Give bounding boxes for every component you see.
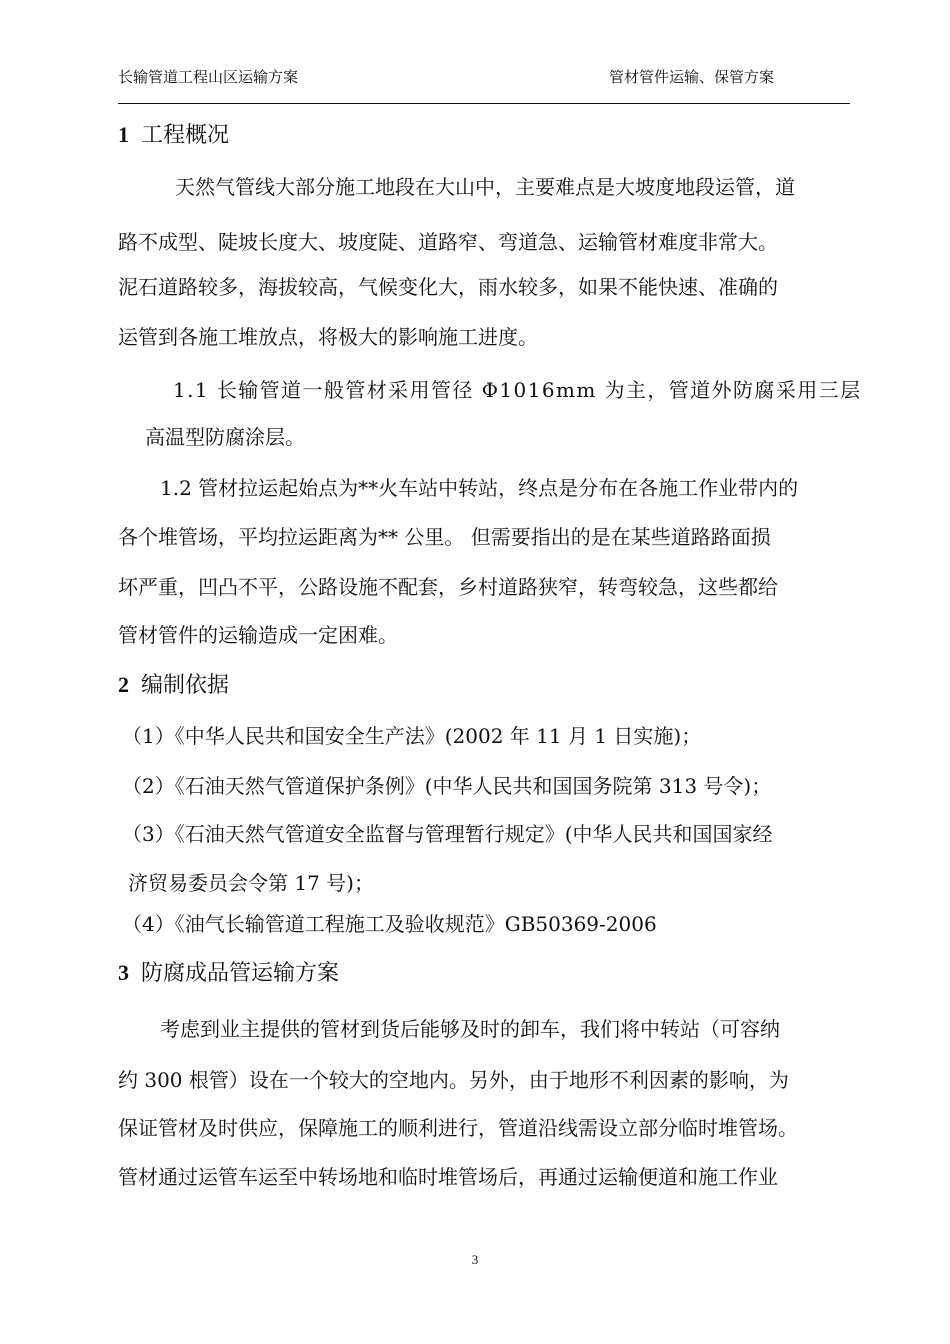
item-1-1-line: 1.1 长输管道一般管材采用管径 Φ1016mm 为主，管道外防腐采用三层 <box>173 378 862 402</box>
item-1-2-line: 各个堆管场，平均拉运距离为** 公里。 但需要指出的是在某些道路路面损 <box>118 525 771 549</box>
section-1-paragraph-line: 路不成型、陡坡长度大、坡度陡、道路窄、弯道急、运输管材难度非常大。 <box>118 230 778 254</box>
page-number: 3 <box>471 1252 479 1267</box>
page-header <box>118 66 850 92</box>
item-1-2-line: 1.2 管材拉运起始点为**火车站中转站，终点是分布在各施工作业带内的 <box>160 476 799 500</box>
header-rule <box>118 103 850 104</box>
section-1-number: 1 <box>118 122 129 147</box>
section-1-paragraph-line: 运管到各施工堆放点，将极大的影响施工进度。 <box>118 325 538 349</box>
reference-item: （2）《石油天然气管道保护条例》(中华人民共和国国务院第 313 号令)； <box>122 774 772 798</box>
section-1-heading <box>118 120 229 151</box>
section-3-paragraph-line: 约 300 根管）设在一个较大的空地内。另外，由于地形不利因素的影响，为 <box>118 1068 789 1092</box>
section-2-title: 编制依据 <box>141 673 230 698</box>
section-3-number: 3 <box>118 960 129 985</box>
section-3-paragraph-line: 考虑到业主提供的管材到货后能够及时的卸车，我们将中转站（可容纳 <box>160 1017 780 1041</box>
section-3-heading <box>118 958 339 989</box>
item-1-1-line: 高温型防腐涂层。 <box>145 425 305 449</box>
reference-item: （3）《石油天然气管道安全监督与管理暂行规定》(中华人民共和国国家经 <box>122 822 773 846</box>
section-1-title: 工程概况 <box>141 123 230 148</box>
item-1-2-line: 坏严重，凹凸不平，公路设施不配套，乡村道路狭窄，转弯较急，这些都给 <box>118 575 778 599</box>
section-2-heading <box>118 670 229 701</box>
section-1-paragraph-line: 泥石道路较多，海拔较高，气候变化大，雨水较多，如果不能快速、准确的 <box>118 275 778 299</box>
section-3-paragraph-line: 管材通过运管车运至中转场地和临时堆管场后，再通过运输便道和施工作业 <box>118 1165 778 1189</box>
header-document-title: 长输管道工程山区运输方案 <box>118 68 299 86</box>
reference-item: （4）《油气长输管道工程施工及验收规范》GB50369-2006 <box>122 912 657 936</box>
item-1-2-line: 管材管件的运输造成一定困难。 <box>118 623 398 647</box>
section-3-paragraph-line: 保证管材及时供应，保障施工的顺利进行，管道沿线需设立部分临时堆管场。 <box>118 1116 798 1140</box>
reference-item: （1）《中华人民共和国安全生产法》(2002 年 11 月 1 日实施)； <box>122 724 702 748</box>
header-section-title: 管材管件运输、保管方案 <box>609 68 775 86</box>
reference-item-continued: 济贸易委员会令第 17 号)； <box>128 871 374 895</box>
section-2-number: 2 <box>118 672 129 697</box>
section-1-paragraph-line: 天然气管线大部分施工地段在大山中，主要难点是大坡度地段运管，道 <box>175 175 795 199</box>
section-3-title: 防腐成品管运输方案 <box>141 961 340 986</box>
